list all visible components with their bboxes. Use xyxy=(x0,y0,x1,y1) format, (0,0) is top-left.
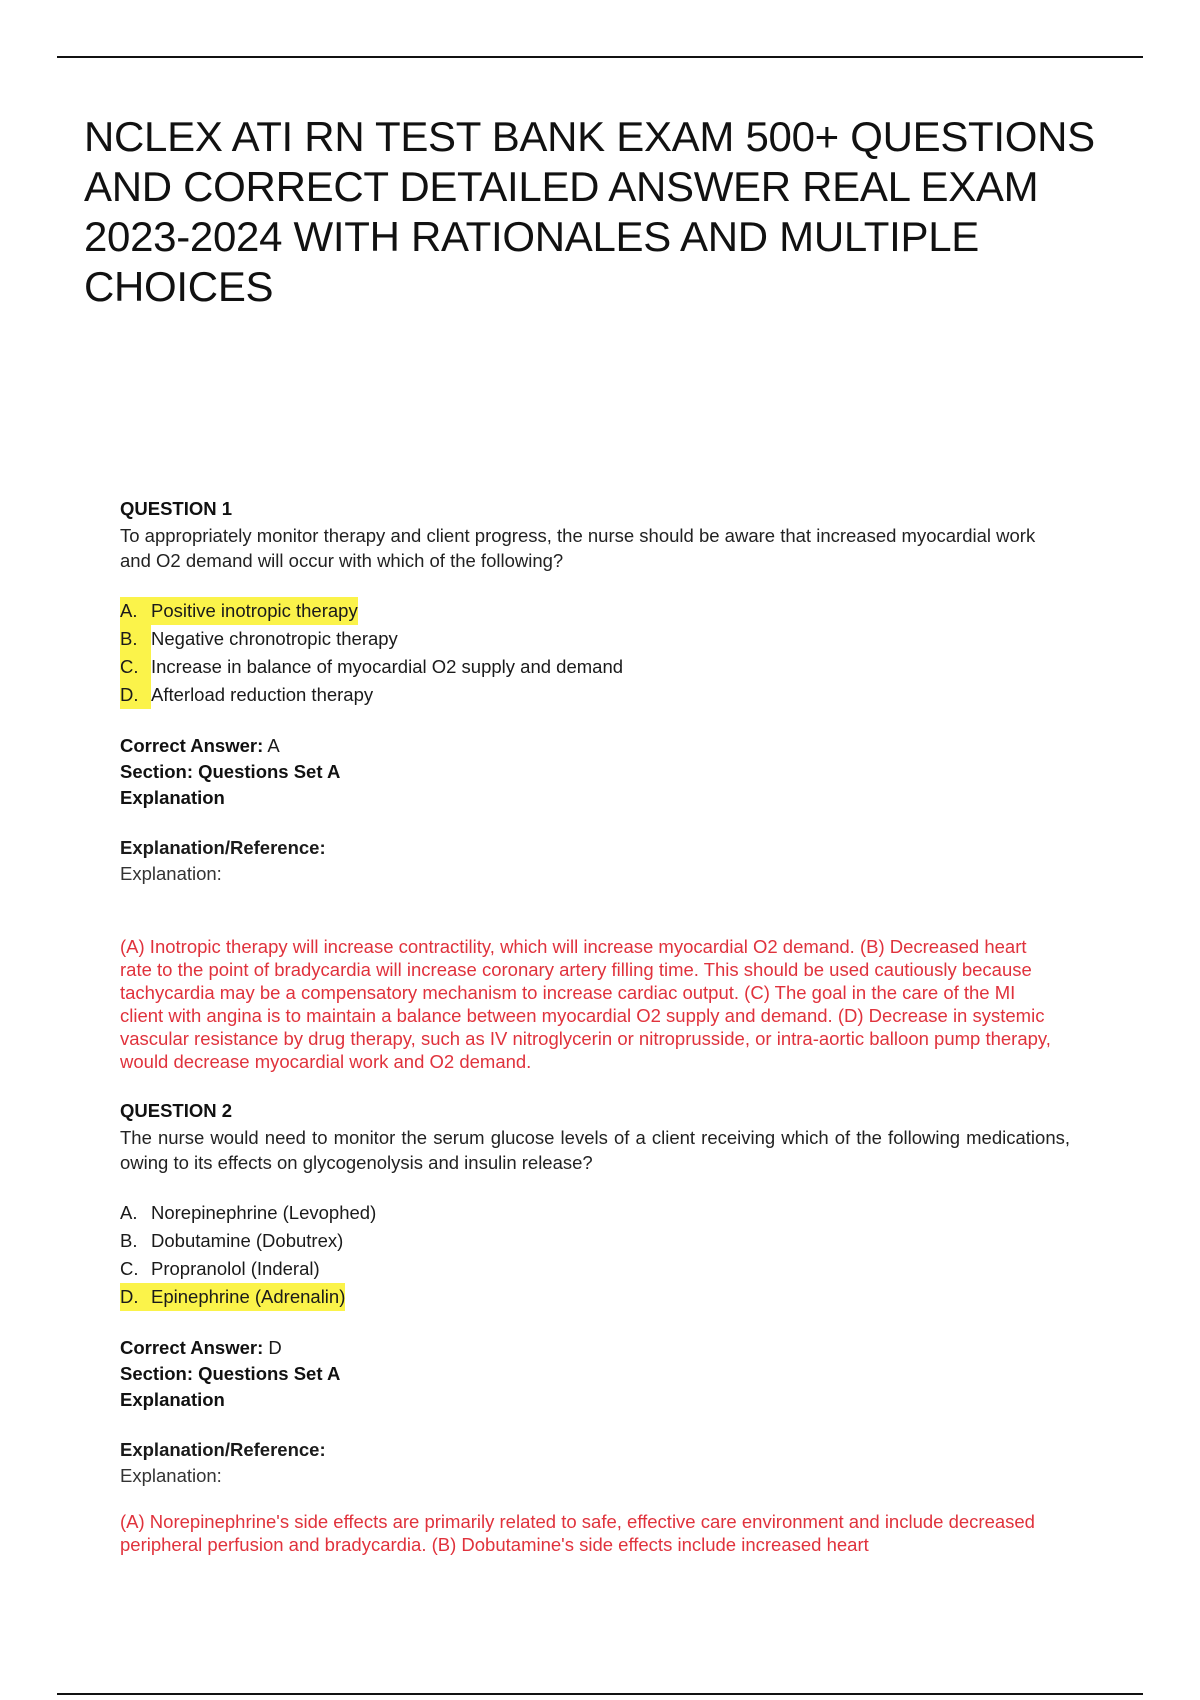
choice-d[interactable] xyxy=(120,1283,1070,1311)
question-2 xyxy=(120,1098,1070,1489)
correct-answer-value: D xyxy=(263,1337,282,1358)
question-heading: QUESTION 2 xyxy=(120,1100,233,1121)
correct-answer-label: Correct Answer: xyxy=(120,735,264,756)
choice-letter: B. xyxy=(120,625,151,653)
section-label: Section: Questions Set A xyxy=(120,761,341,782)
choice-text: Positive inotropic therapy xyxy=(151,600,358,621)
choice-a[interactable] xyxy=(120,597,1070,625)
answer-meta xyxy=(120,1335,1070,1413)
choice-text: Increase in balance of myocardial O2 supply and demand xyxy=(151,656,624,677)
choice-text: Norepinephrine (Levophed) xyxy=(151,1202,377,1223)
choice-letter: C. xyxy=(120,653,151,681)
choice-letter: D. xyxy=(120,681,151,709)
explanation-label: Explanation: xyxy=(120,863,222,884)
reference-block xyxy=(120,1437,1070,1489)
choice-b[interactable] xyxy=(120,1227,1070,1255)
reference-label: Explanation/Reference: xyxy=(120,1439,326,1460)
correct-answer-label: Correct Answer: xyxy=(120,1337,264,1358)
choice-text: Negative chronotropic therapy xyxy=(151,628,398,649)
choice-text: Epinephrine (Adrenalin) xyxy=(151,1286,346,1307)
choice-letter: D. xyxy=(120,1286,139,1307)
section-label: Section: Questions Set A xyxy=(120,1363,341,1384)
question-1 xyxy=(120,496,1070,887)
answer-meta xyxy=(120,733,1070,811)
explanation-heading: Explanation xyxy=(120,1389,225,1410)
choice-letter: A. xyxy=(120,1202,138,1223)
question-heading: QUESTION 1 xyxy=(120,498,233,519)
rationale-2: (A) Norepinephrine's side effects are primarily related to safe, effective care environment and include decreased peripheral perfusion and bradycardia. (B) Dobutamine's side effects include increased heart xyxy=(120,1511,1035,1555)
choice-text: Propranolol (Inderal) xyxy=(151,1258,320,1279)
document-title: NCLEX ATI RN TEST BANK EXAM 500+ QUESTIONS AND CORRECT DETAILED ANSWER REAL EXAM 2023-2024 WITH RATIONALES AND MULTIPLE CHOICES xyxy=(84,113,1095,310)
choice-c[interactable] xyxy=(120,1255,1070,1283)
answer-choices xyxy=(120,1199,1070,1311)
choice-letter: A. xyxy=(120,600,138,621)
bottom-rule xyxy=(57,1693,1143,1695)
answer-choices xyxy=(120,597,1070,709)
explanation-heading: Explanation xyxy=(120,787,225,808)
choice-letter: C. xyxy=(120,1258,139,1279)
rationale-1: (A) Inotropic therapy will increase contractility, which will increase myocardial O2 demand. (B) Decreased heart rate to the point of bradycardia will increase coronary artery filling time. This should be used cautiously because tachycardia may be a compensatory mechanism to increase cardiac output. (C) The goal in the care of the MI client with angina is to maintain a balance between myocardial O2 supply and demand. (D) Decrease in systemic vascular resistance by drug therapy, such as IV nitroglycerin or nitroprusside, or intra-aortic balloon pump therapy, would decrease myocardial work and O2 demand. xyxy=(120,936,1051,1072)
choice-text: Dobutamine (Dobutrex) xyxy=(151,1230,344,1251)
choice-text: Afterload reduction therapy xyxy=(151,684,374,705)
reference-label: Explanation/Reference: xyxy=(120,837,326,858)
correct-answer-value: A xyxy=(263,735,280,756)
choice-a[interactable] xyxy=(120,1199,1070,1227)
question-text: The nurse would need to monitor the serum glucose levels of a client receiving which of the following medications, owing to its effects on glycogenolysis and insulin release? xyxy=(120,1127,1070,1173)
choice-b[interactable] xyxy=(120,625,1070,653)
choice-d[interactable] xyxy=(120,681,1070,709)
choice-letter: B. xyxy=(120,1230,138,1251)
top-rule xyxy=(57,56,1143,58)
question-text: To appropriately monitor therapy and client progress, the nurse should be aware that increased myocardial work and O2 demand will occur with which of the following? xyxy=(120,525,1036,571)
reference-block xyxy=(120,835,1070,887)
explanation-label: Explanation: xyxy=(120,1465,222,1486)
choice-c[interactable] xyxy=(120,653,1070,681)
